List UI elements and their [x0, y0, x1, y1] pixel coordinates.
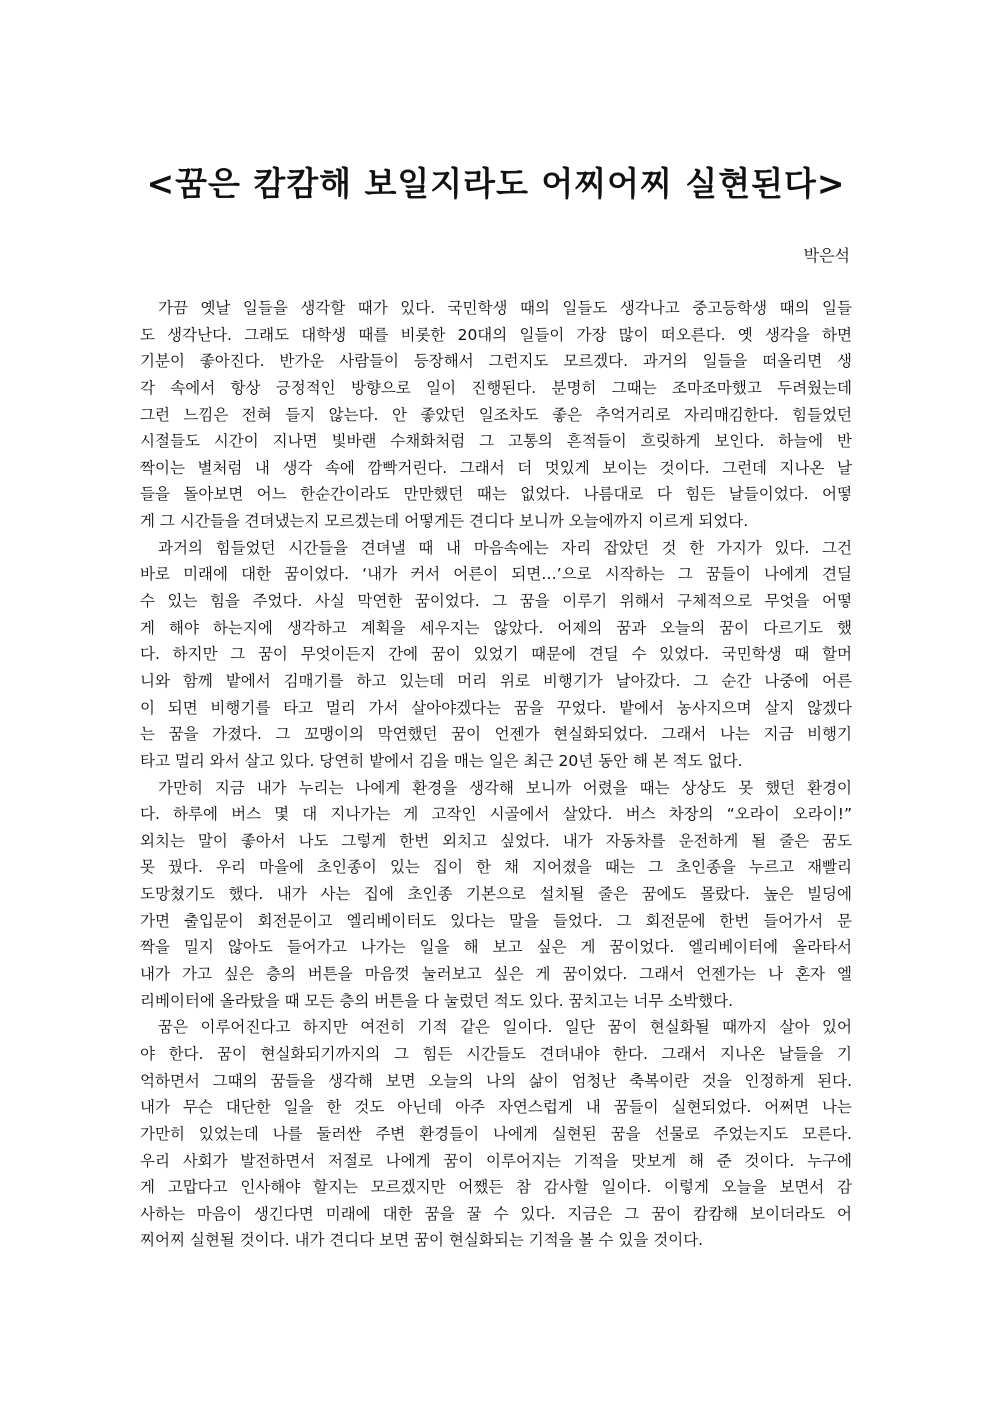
document-body	[140, 295, 852, 1254]
paragraph-line: 는 꿈을 가졌다. 그 꼬맹이의 막연했던 꿈이 언젠가 현실화되었다. 그래서 나는 지금 비행기	[140, 725, 852, 744]
paragraph	[140, 295, 852, 535]
paragraph-line: 게 고맙다고 인사해야 할지는 모르겠지만 어쨌든 참 감사할 일이다. 이렇게 오늘을 보면서 감	[140, 1178, 852, 1197]
paragraph-line: 야 한다. 꿈이 현실화되기까지의 그 힘든 시간들도 견뎌내야 한다. 그래서 지나온 날들을 기	[140, 1044, 852, 1063]
paragraph-line: 찌어찌 실현될 것이다. 내가 견디다 보면 꿈이 현실화되는 기적을 볼 수 있을 것이다.	[140, 1231, 704, 1250]
paragraph-line: 가만히 있었는데 나를 둘러싼 주변 환경들이 나에게 실현된 꿈을 선물로 주었는지도 모른다.	[140, 1124, 852, 1143]
paragraph-line: 도망쳤기도 했다. 내가 사는 집에 초인종 기본으로 설치될 줄은 꿈에도 몰랐다. 높은 빌딩에	[140, 885, 852, 904]
paragraph-line: 리베이터에 올라탔을 때 모든 층의 버튼을 다 눌렀던 적도 있다. 꿈치고는 너무 소박했다.	[140, 991, 734, 1010]
paragraph-line: 과거의 힘들었던 시간들을 견뎌낼 때 내 마음속에는 자리 잡았던 것 한 가지가 있다. 그건	[158, 538, 852, 557]
paragraph-line: 못 꿨다. 우리 마을에 초인종이 있는 집이 한 채 지어졌을 때는 그 초인종을 누르고 재빨리	[140, 858, 852, 877]
paragraph-line: 짝을 밀지 않아도 들어가고 나가는 일을 해 보고 싶은 게 꿈이었다. 엘리베이터에 올라타서	[140, 938, 852, 957]
paragraph-line: 우리 사회가 발전하면서 저절로 나에게 꿈이 이루어지는 기적을 맛보게 해 준 것이다. 누구에	[140, 1151, 852, 1170]
paragraph-line: 가면 출입문이 회전문이고 엘리베이터도 있다는 말을 들었다. 그 회전문에 한번 들어가서 문	[140, 911, 852, 930]
paragraph-line: 외치는 말이 좋아서 나도 그렇게 한번 외치고 싶었다. 내가 자동차를 운전하게 될 줄은 꿈도	[140, 831, 852, 850]
author-name: 박은석	[803, 246, 850, 265]
paragraph-line: 다. 하루에 버스 몇 대 지나가는 게 고작인 시골에서 살았다. 버스 차장의 “오라이 오라이!”	[140, 805, 852, 824]
paragraph-line: 게 해야 하는지에 생각하고 계획을 세우지는 않았다. 어제의 꿈과 오늘의 꿈이 다르기도 했	[140, 618, 852, 637]
paragraph-line: 꿈은 이루어진다고 하지만 여전히 기적 같은 일이다. 일단 꿈이 현실화될 때까지 살아 있어	[158, 1018, 852, 1037]
paragraph-line: 억하면서 그때의 꿈들을 생각해 보면 오늘의 나의 삶이 엄청난 축복이란 것을 인정하게 된다.	[140, 1071, 852, 1090]
paragraph-line: 가끔 옛날 일들을 생각할 때가 있다. 국민학생 때의 일들도 생각나고 중고등학생 때의 일들	[158, 299, 852, 317]
paragraph-line: 각 속에서 항상 긍정적인 방향으로 일이 진행된다. 분명히 그때는 조마조마했고 두려웠는데	[140, 378, 852, 397]
paragraph-line: 가만히 지금 내가 누리는 나에게 환경을 생각해 보니까 어렸을 때는 상상도 못 했던 환경이	[158, 778, 852, 797]
paragraph-line: 타고 멀리 와서 살고 있다. 당연히 밭에서 김을 매는 일은 최근 20년 동안 해 본 적도 없다.	[140, 751, 743, 770]
paragraph-line: 짝이는 별처럼 내 생각 속에 깜빡거린다. 그래서 더 멋있게 보이는 것이다. 그런데 지나온 날	[140, 458, 852, 477]
paragraph-line: 도 생각난다. 그래도 대학생 때를 비롯한 20대의 일들이 가장 많이 떠오른다. 옛 생각을 하면	[140, 325, 852, 344]
paragraph-line: 니와 함께 밭에서 김매기를 하고 있는데 머리 위로 비행기가 날아갔다. 그 순간 나중에 어른	[140, 671, 852, 690]
paragraph-line: 게 그 시간들을 견뎌냈는지 모르겠는데 어떻게든 견디다 보니까 오늘에까지 이르게 되었다.	[140, 512, 749, 531]
paragraph-line: 시절들도 시간이 지나면 빛바랜 수채화처럼 그 고통의 흔적들이 흐릿하게 보인다. 하늘에 반	[140, 432, 852, 451]
paragraph	[140, 1014, 852, 1254]
paragraph-line: 내가 무슨 대단한 일을 한 것도 아닌데 아주 자연스럽게 내 꿈들이 실현되었다. 어쩌면 나는	[140, 1098, 852, 1117]
paragraph-line: 들을 돌아보면 어느 한순간이라도 만만했던 때는 없었다. 나름대로 다 힘든 날들이었다. 어떻	[140, 485, 852, 504]
document-title: <꿈은 캄캄해 보일지라도 어찌어찌 실현된다>	[146, 164, 846, 203]
paragraph-line: 내가 가고 싶은 층의 버튼을 마음껏 눌러보고 싶은 게 꿈이었다. 그래서 언젠가는 나 혼자 엘	[140, 965, 852, 984]
paragraph-line: 다. 하지만 그 꿈이 무엇이든지 간에 꿈이 있었기 때문에 견딜 수 있었다. 국민학생 때 할머	[140, 645, 852, 664]
paragraph-line: 그런 느낌은 전혀 들지 않는다. 안 좋았던 일조차도 좋은 추억거리로 자리매김한다. 힘들었던	[140, 405, 852, 424]
paragraph-line: 수 있는 힘을 주었다. 사실 막연한 꿈이었다. 그 꿈을 이루기 위해서 구체적으로 무엇을 어떻	[140, 592, 852, 611]
paragraph-line: 기분이 좋아진다. 반가운 사람들이 등장해서 그런지도 모르겠다. 과거의 일들을 떠올리면 생	[140, 352, 852, 371]
paragraph	[140, 535, 852, 775]
paragraph	[140, 775, 852, 1015]
paragraph-line: 바로 미래에 대한 꿈이었다. ‘내가 커서 어른이 되면…’으로 시작하는 그 꿈들이 나에게 견딜	[140, 565, 852, 584]
paragraph-line: 사하는 마음이 생긴다면 미래에 대한 꿈을 꿀 수 있다. 지금은 그 꿈이 캄캄해 보이더라도 어	[140, 1204, 852, 1223]
paragraph-line: 이 되면 비행기를 타고 멀리 가서 살아야겠다는 꿈을 꾸었다. 밭에서 농사지으며 살지 않겠다	[140, 698, 852, 717]
